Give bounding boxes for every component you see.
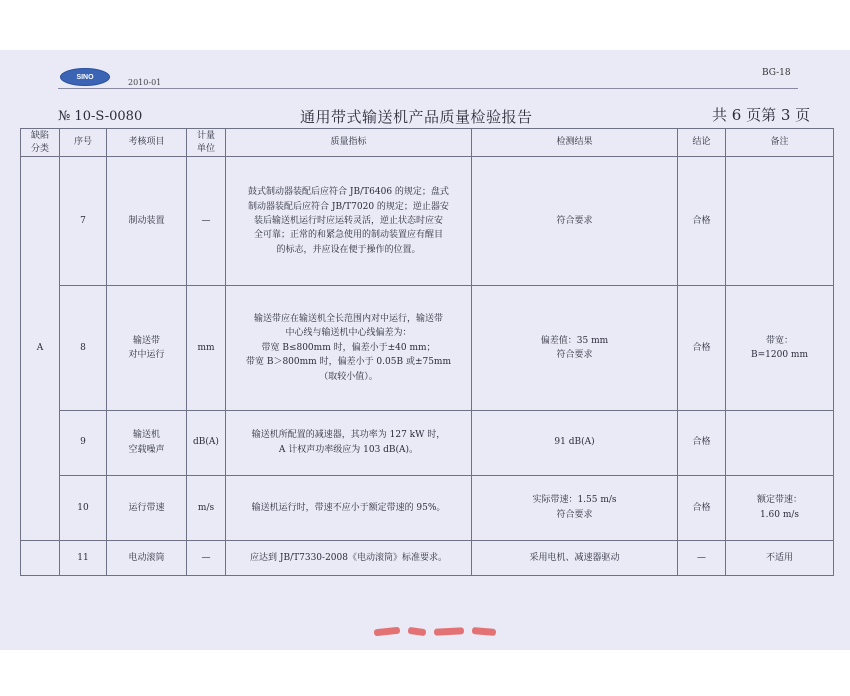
item-line: 运行带速 [128, 502, 165, 513]
requirement-line: A 计权声功率级应为 103 dB(A)。 [278, 444, 419, 455]
remark-line: 不适用 [765, 552, 793, 563]
row-unit: m/s [187, 475, 226, 540]
requirement-line: 全可靠；正常的和紧急使用的制动装置应有醒目 [253, 230, 443, 241]
table-header-row [21, 129, 834, 157]
row-result [472, 410, 678, 475]
remark-line: 额定带速： [756, 495, 802, 506]
requirement-line: （取较小值）。 [319, 371, 378, 382]
defect-grade: A [21, 157, 60, 541]
col-result: 检测结果 [472, 129, 678, 157]
table-row [21, 286, 834, 410]
header-date: 2010-01 [128, 78, 162, 87]
row-seq: 9 [60, 410, 107, 475]
requirement-line: 的标志，并应设在便于操作的位置。 [276, 244, 421, 255]
requirement-line: 输送机运行时，带速不应小于额定带速的 95%。 [251, 502, 446, 513]
requirement-line: 鼓式制动器装配后应符合 JB/T6406 的规定；盘式 [248, 187, 449, 198]
row-result [472, 286, 678, 410]
row-unit: — [187, 540, 226, 575]
row-remark [726, 540, 834, 575]
result-line: 偏差值：35 mm [540, 335, 609, 346]
row-seq: 8 [60, 286, 107, 410]
remark-line: 1.60 m/s [759, 509, 800, 520]
item-line: 对中运行 [128, 349, 165, 360]
row-seq: 10 [60, 475, 107, 540]
col-requirement: 质量指标 [226, 129, 472, 157]
row-seq: 11 [60, 540, 107, 575]
page-title: 通用带式输送机产品质量检验报告 [300, 108, 533, 126]
item-line: 电动滚筒 [128, 552, 165, 563]
item-line: 输送带 [132, 335, 160, 346]
remark-line: B=1200 mm [751, 349, 808, 360]
row-remark [726, 157, 834, 286]
remark-line: 带宽： [765, 335, 793, 346]
requirement-line: 输送机所配置的减速器，其功率为 127 kW 时， [251, 430, 446, 441]
col-remark: 备注 [726, 129, 834, 157]
col-defect-line1: 缺陷 [30, 131, 49, 142]
result-line: 符合要求 [556, 349, 593, 360]
requirement-line: 装后输送机运行时应运转灵活，逆止状态时应安 [253, 215, 443, 226]
row-unit: — [187, 157, 226, 286]
row-conclusion: 合格 [678, 157, 726, 286]
item-line: 输送机 [132, 430, 160, 441]
row-unit: dB(A) [187, 410, 226, 475]
row-requirement [226, 540, 472, 575]
col-unit [187, 129, 226, 157]
col-unit-line2: 单位 [196, 143, 215, 154]
row-conclusion: 合格 [678, 475, 726, 540]
result-line: 符合要求 [556, 215, 593, 226]
row-requirement [226, 286, 472, 410]
col-seq: 序号 [60, 129, 107, 157]
col-conclusion: 结论 [678, 129, 726, 157]
result-line: 采用电机、减速器驱动 [529, 552, 620, 563]
item-line: 空载噪声 [128, 444, 165, 455]
requirement-line: 带宽 B＞800mm 时，偏差小于 0.05B 或±75mm [245, 357, 452, 368]
logo-mark: SINO [76, 73, 94, 81]
row-item [107, 475, 187, 540]
red-stamp-mark [372, 626, 502, 640]
col-defect-class [21, 129, 60, 157]
row-result [472, 540, 678, 575]
row-requirement [226, 410, 472, 475]
col-defect-line2: 分类 [30, 143, 49, 154]
row-item [107, 410, 187, 475]
company-logo [60, 68, 110, 86]
result-line: 符合要求 [556, 509, 593, 520]
header-divider [58, 88, 798, 89]
table-row [21, 410, 834, 475]
row-result [472, 157, 678, 286]
col-item: 考核项目 [107, 129, 187, 157]
table-row [21, 475, 834, 540]
row-seq: 7 [60, 157, 107, 286]
requirement-line: 输送带应在输送机全长范围内对中运行，输送带 [253, 313, 443, 324]
page-indicator: 共 6 页第 3 页 [712, 106, 811, 124]
row-requirement [226, 475, 472, 540]
requirement-line: 制动器装配后应符合 JB/T7020 的规定；逆止器安 [248, 201, 449, 212]
defect-grade-empty [21, 540, 60, 575]
col-unit-line1: 计量 [196, 131, 215, 142]
result-line: 91 dB(A) [554, 437, 595, 448]
requirement-line: 应达到 JB/T7330-2008《电动滚筒》标准要求。 [250, 552, 447, 563]
row-conclusion: 合格 [678, 286, 726, 410]
inspection-table [20, 128, 834, 576]
requirement-line: 中心线与输送机中心线偏差为： [285, 328, 412, 339]
row-conclusion: 合格 [678, 410, 726, 475]
row-requirement [226, 157, 472, 286]
result-line: 实际带速：1.55 m/s [532, 495, 617, 506]
table-row [21, 157, 834, 286]
row-remark [726, 286, 834, 410]
requirement-line: 带宽 B≤800mm 时，偏差小于±40 mm； [261, 342, 436, 353]
row-result [472, 475, 678, 540]
document-number: № 10-S-0080 [58, 109, 143, 124]
item-line: 制动装置 [128, 215, 165, 226]
row-item [107, 157, 187, 286]
row-unit: mm [187, 286, 226, 410]
row-remark [726, 475, 834, 540]
row-item [107, 286, 187, 410]
row-remark [726, 410, 834, 475]
row-item [107, 540, 187, 575]
table-row [21, 540, 834, 575]
form-code: BG-18 [762, 68, 791, 78]
row-conclusion: — [678, 540, 726, 575]
